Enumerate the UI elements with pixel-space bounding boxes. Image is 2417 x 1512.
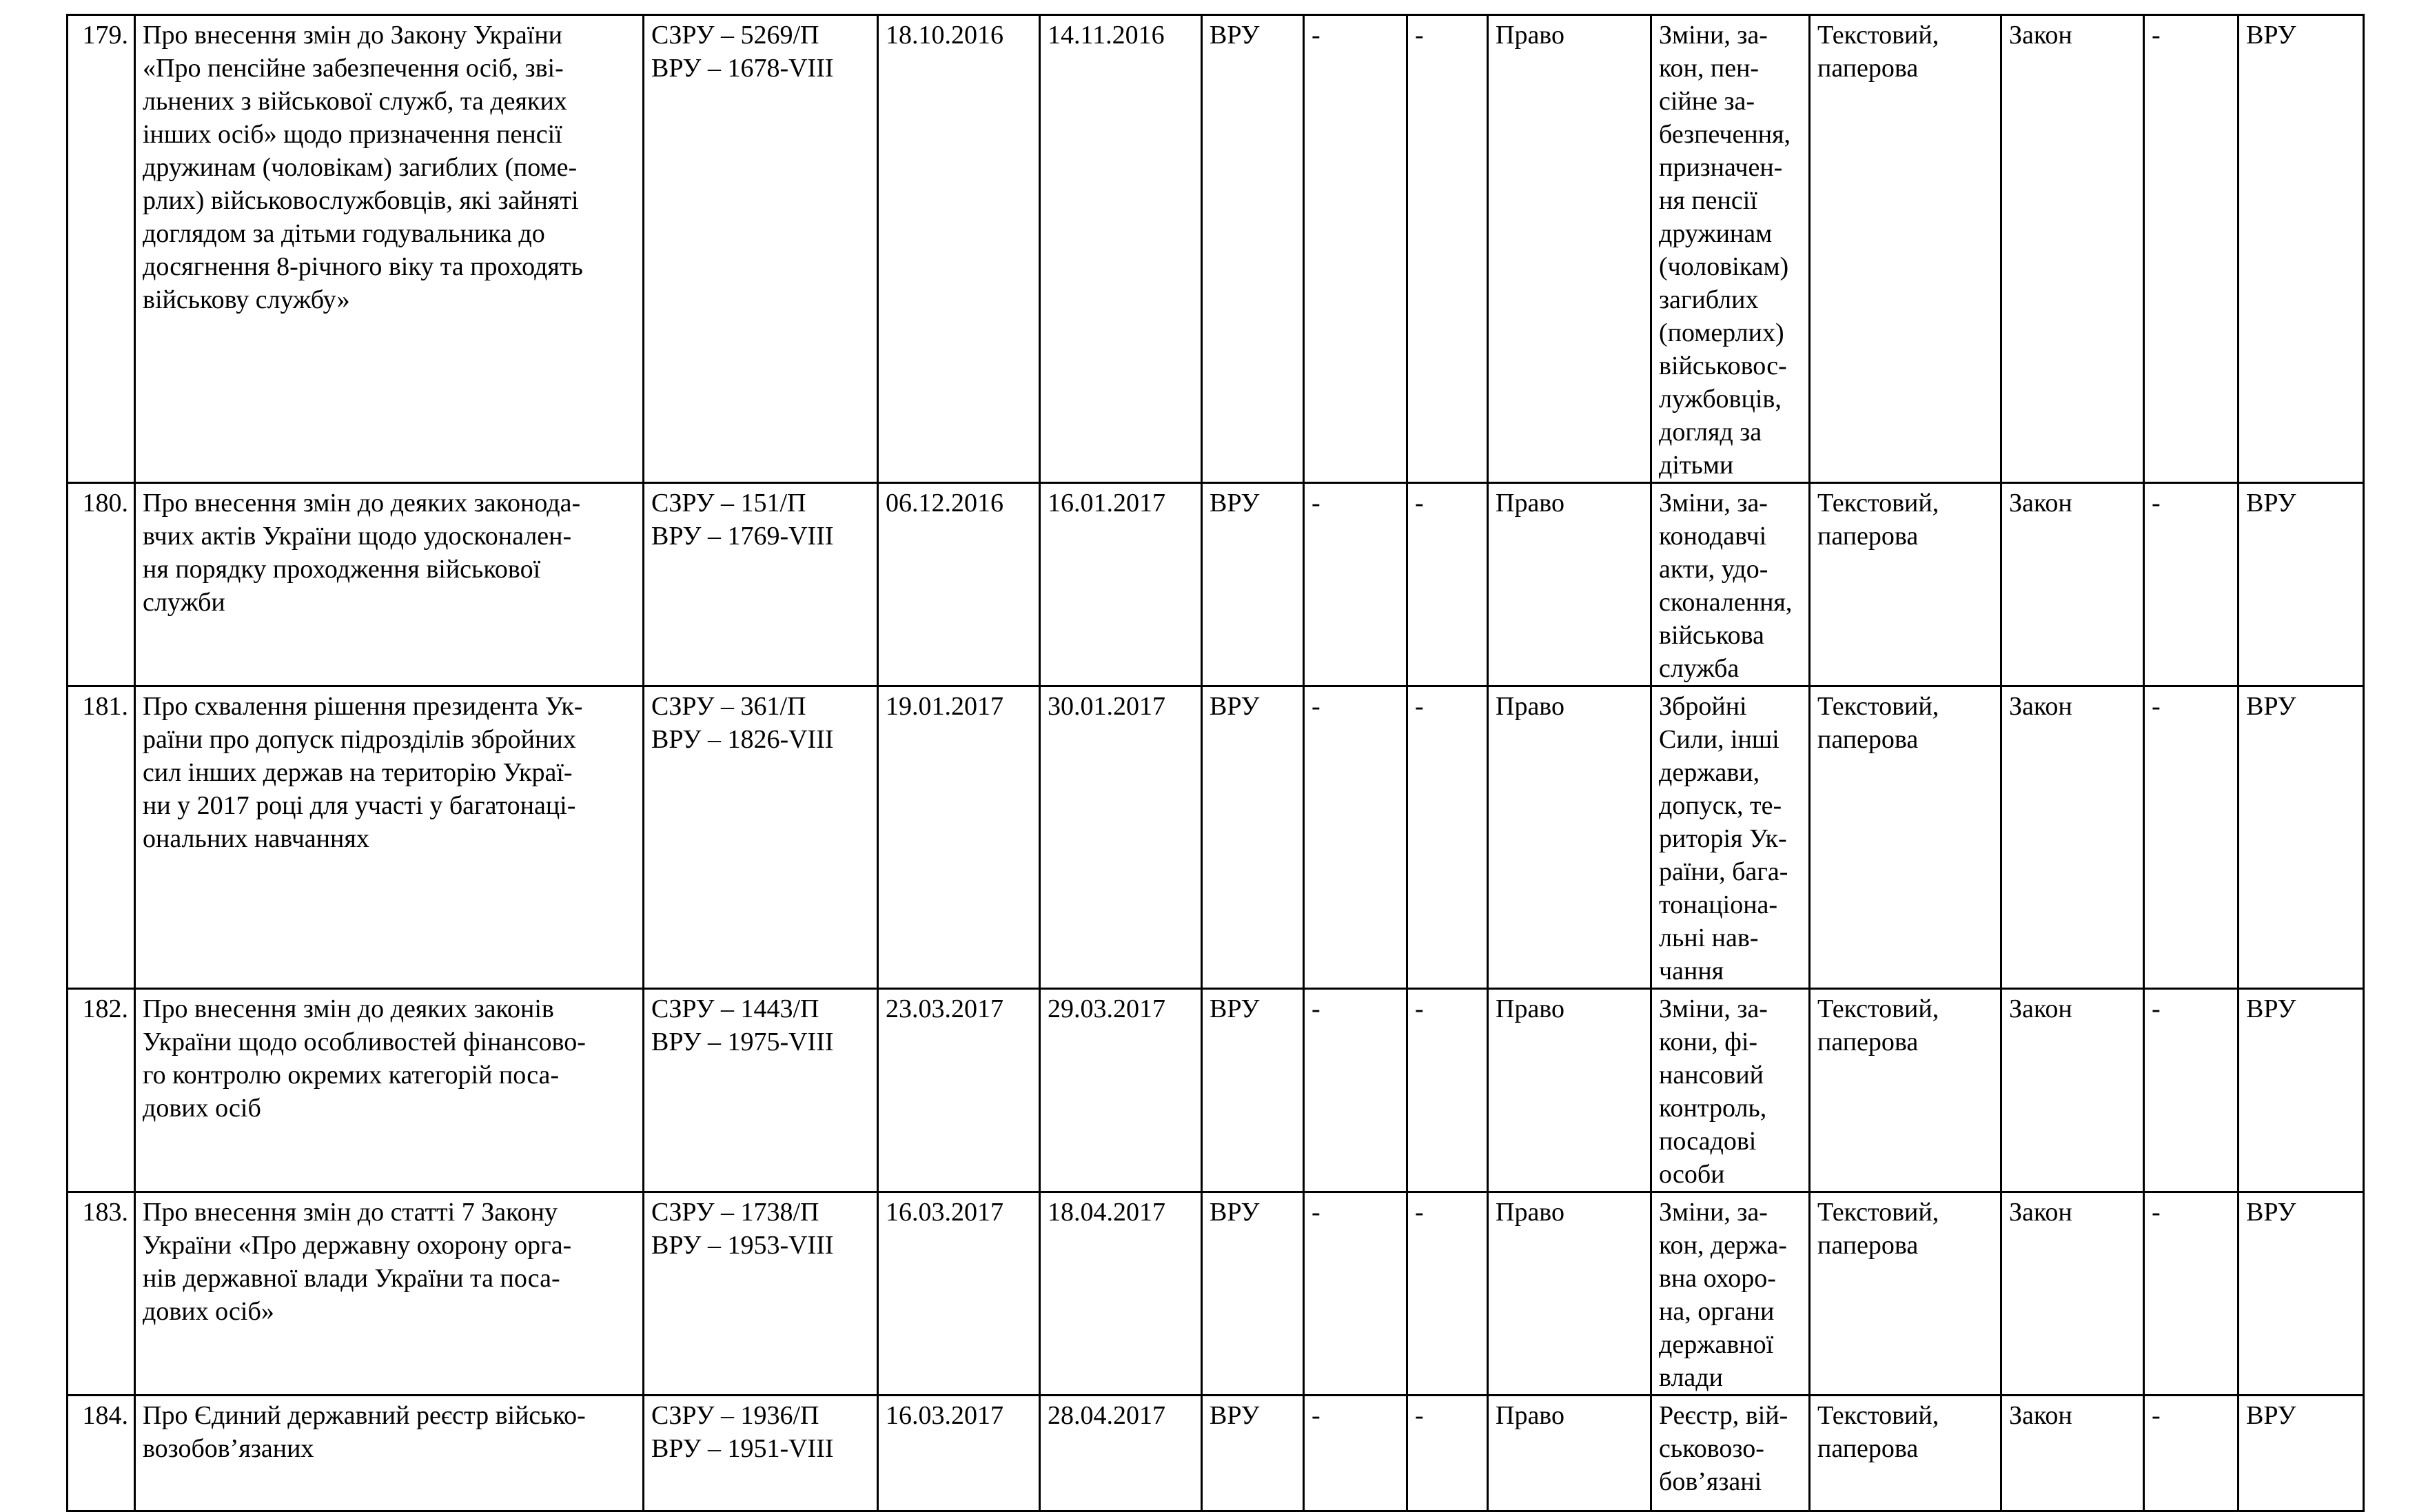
row-number: 182. xyxy=(68,989,135,1192)
author-organization: ВРУ xyxy=(1202,483,1304,686)
document-type: Закон xyxy=(2001,989,2144,1192)
keywords: Зміни, за- кон, держа- вна охоро- на, органи державної влади xyxy=(1651,1192,1810,1396)
table-row xyxy=(68,686,2364,989)
empty-cell: - xyxy=(2144,1192,2238,1396)
adoption-date: 29.03.2017 xyxy=(1040,989,1202,1192)
empty-cell: - xyxy=(1407,15,1488,483)
empty-cell: - xyxy=(1304,1396,1407,1511)
registration-date: 18.10.2016 xyxy=(878,15,1040,483)
document-title: Про внесення змін до статті 7 Закону України «Про державну охорону орга- нів державної влади України та поса- дових осіб» xyxy=(135,1192,644,1396)
empty-cell: - xyxy=(1304,989,1407,1192)
empty-cell: - xyxy=(1304,483,1407,686)
document-type: Закон xyxy=(2001,1192,2144,1396)
registration-number: СЗРУ – 151/П ВРУ – 1769-VIII xyxy=(644,483,878,686)
empty-cell: - xyxy=(1407,989,1488,1192)
document-holder: ВРУ xyxy=(2238,483,2364,686)
registration-date: 16.03.2017 xyxy=(878,1192,1040,1396)
keywords: Зміни, за- кон, пен- сійне за- безпечення, призначен- ня пенсії дружинам (чоловікам) загиблих (померлих) військовос- лужбовців, догляд за дітьми xyxy=(1651,15,1810,483)
document-type: Закон xyxy=(2001,483,2144,686)
table-row xyxy=(68,483,2364,686)
keywords: Збройні Сили, інші держави, допуск, те- риторія Ук- раїни, бага- тонаціона- льні нав- чання xyxy=(1651,686,1810,989)
table-row xyxy=(68,15,2364,483)
adoption-date: 30.01.2017 xyxy=(1040,686,1202,989)
document-holder: ВРУ xyxy=(2238,686,2364,989)
keywords: Зміни, за- кони, фі- нансовий контроль, посадові особи xyxy=(1651,989,1810,1192)
subject-domain: Право xyxy=(1488,686,1651,989)
document-type: Закон xyxy=(2001,1396,2144,1511)
row-number: 179. xyxy=(68,15,135,483)
document-title: Про Єдиний державний реєстр військо- возобов’язаних xyxy=(135,1396,644,1511)
media-form: Текстовий, паперова xyxy=(1810,1192,2001,1396)
document-title: Про схвалення рішення президента Ук- раїни про допуск підрозділів збройних сил інших держав на територію Украї- ни у 2017 році для участі у багатонаці- ональних навчаннях xyxy=(135,686,644,989)
registration-number: СЗРУ – 1443/П ВРУ – 1975-VIII xyxy=(644,989,878,1192)
media-form: Текстовий, паперова xyxy=(1810,15,2001,483)
table-row xyxy=(68,989,2364,1192)
media-form: Текстовий, паперова xyxy=(1810,989,2001,1192)
document-type: Закон xyxy=(2001,15,2144,483)
registration-date: 19.01.2017 xyxy=(878,686,1040,989)
document-holder: ВРУ xyxy=(2238,1192,2364,1396)
subject-domain: Право xyxy=(1488,1396,1651,1511)
empty-cell: - xyxy=(1304,686,1407,989)
registration-number: СЗРУ – 1936/П ВРУ – 1951-VIII xyxy=(644,1396,878,1511)
registration-date: 23.03.2017 xyxy=(878,989,1040,1192)
empty-cell: - xyxy=(2144,483,2238,686)
document-holder: ВРУ xyxy=(2238,15,2364,483)
document-title: Про внесення змін до деяких законода- вчих актів України щодо удосконален- ня порядку проходження військової служби xyxy=(135,483,644,686)
empty-cell: - xyxy=(1407,1192,1488,1396)
media-form: Текстовий, паперова xyxy=(1810,1396,2001,1511)
author-organization: ВРУ xyxy=(1202,686,1304,989)
row-number: 181. xyxy=(68,686,135,989)
subject-domain: Право xyxy=(1488,15,1651,483)
adoption-date: 28.04.2017 xyxy=(1040,1396,1202,1511)
document-holder: ВРУ xyxy=(2238,1396,2364,1511)
author-organization: ВРУ xyxy=(1202,1192,1304,1396)
author-organization: ВРУ xyxy=(1202,15,1304,483)
row-number: 184. xyxy=(68,1396,135,1511)
adoption-date: 18.04.2017 xyxy=(1040,1192,1202,1396)
registration-number: СЗРУ – 361/П ВРУ – 1826-VIII xyxy=(644,686,878,989)
row-number: 180. xyxy=(68,483,135,686)
author-organization: ВРУ xyxy=(1202,1396,1304,1511)
registration-date: 16.03.2017 xyxy=(878,1396,1040,1511)
empty-cell: - xyxy=(1304,1192,1407,1396)
document-title: Про внесення змін до деяких законів України щодо особливостей фінансово- го контролю окремих категорій поса- дових осіб xyxy=(135,989,644,1192)
author-organization: ВРУ xyxy=(1202,989,1304,1192)
empty-cell: - xyxy=(1407,483,1488,686)
empty-cell: - xyxy=(2144,15,2238,483)
table-row xyxy=(68,1192,2364,1396)
empty-cell: - xyxy=(2144,686,2238,989)
document-title: Про внесення змін до Закону України «Про пенсійне забезпечення осіб, зві- льнених з військової служб, та деяких інших осіб» щодо призначення пенсії дружинам (чоловікам) загиблих (поме- рлих) військовослужбовців, які зайняті доглядом за дітьми годувальника до досягнення 8-річного віку та проходять військову службу» xyxy=(135,15,644,483)
empty-cell: - xyxy=(2144,989,2238,1192)
row-number: 183. xyxy=(68,1192,135,1396)
media-form: Текстовий, паперова xyxy=(1810,686,2001,989)
registration-number: СЗРУ – 1738/П ВРУ – 1953-VIII xyxy=(644,1192,878,1396)
subject-domain: Право xyxy=(1488,1192,1651,1396)
empty-cell: - xyxy=(1407,1396,1488,1511)
keywords: Зміни, за- конодавчі акти, удо- сконалення, військова служба xyxy=(1651,483,1810,686)
adoption-date: 14.11.2016 xyxy=(1040,15,1202,483)
keywords: Реєстр, вій- ськовозо- бов’язані xyxy=(1651,1396,1810,1511)
document-holder: ВРУ xyxy=(2238,989,2364,1192)
empty-cell: - xyxy=(1407,686,1488,989)
registration-date: 06.12.2016 xyxy=(878,483,1040,686)
subject-domain: Право xyxy=(1488,989,1651,1192)
empty-cell: - xyxy=(2144,1396,2238,1511)
registry-table xyxy=(66,14,2365,1512)
table-row xyxy=(68,1396,2364,1511)
adoption-date: 16.01.2017 xyxy=(1040,483,1202,686)
empty-cell: - xyxy=(1304,15,1407,483)
subject-domain: Право xyxy=(1488,483,1651,686)
media-form: Текстовий, паперова xyxy=(1810,483,2001,686)
document-type: Закон xyxy=(2001,686,2144,989)
registration-number: СЗРУ – 5269/П ВРУ – 1678-VIII xyxy=(644,15,878,483)
